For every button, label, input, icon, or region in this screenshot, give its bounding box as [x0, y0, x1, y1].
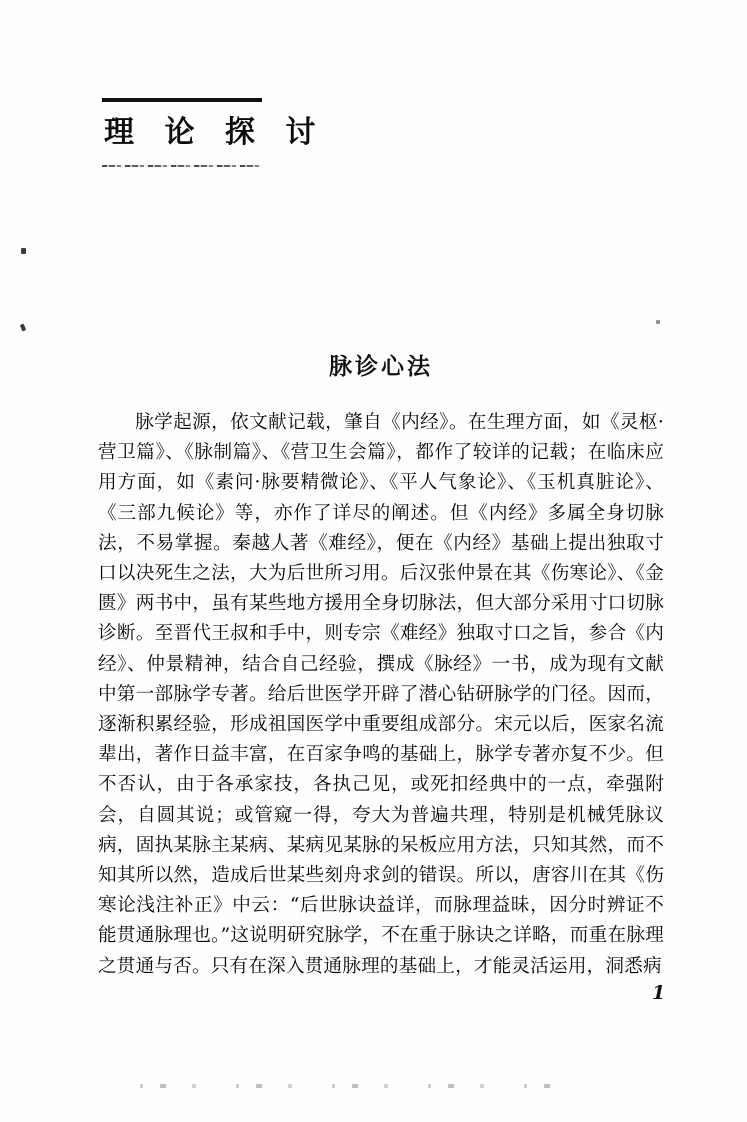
scan-dust-speck-left-lower — [20, 323, 27, 331]
article — [98, 352, 664, 982]
section-heading-block — [102, 98, 326, 167]
heading-rule-bottom — [102, 165, 262, 167]
article-title: 脉诊心法 — [329, 353, 433, 380]
article-body-paragraph: 脉学起源，依文献记载，肇自《内经》。在生理方面，如《灵枢·营卫篇》、《脉制篇》、《营卫生会篇》，都作了较详的记载；在临床应用方面，如《素问·脉要精微论》、《平人气象论》、《玉机真脏论》、《三部九候论》等，亦作了详尽的阐述。但《内经》多属全身切脉法，不易掌握。秦越人著《难经》，便在《内经》基础上提出独取寸口以决死生之法，大为后世所习用。后汉张仲景在其《伤寒论》、《金匮》两书中，虽有某些地方援用全身切脉法，但大部分采用寸口切脉诊断。至晋代王叔和手中，则专宗《难经》独取寸口之旨，参合《内经》、仲景精神，结合自己经验，撰成《脉经》一书，成为现有文献中第一部脉学专著。给后世医学开辟了潜心钻研脉学的门径。因而，逐渐积累经验，形成祖国医学中重要组成部分。宋元以后，医家名流辈出，著作日益丰富，在百家争鸣的基础上，脉学专著亦复不少。但不否认，由于各承家技，各执己见，或死扣经典中的一点，牵强附会，自圆其说；或管窥一得，夸大为普遍共理，特别是机械凭脉议病，固执某脉主某病、某病见某脉的呆板应用方法，只知其然，而不知其所以然，造成后世某些刻舟求剑的错误。所以，唐容川在其《伤寒论浅注补正》中云：“后世脉诀益详，而脉理益昧，因分时辨证不能贯通脉理也。”这说明研究脉学，不在重于脉诀之详略，而重在脉理之贯通与否。只有在深入贯通脉理的基础上，才能灵活运用，洞悉病 — [98, 411, 664, 977]
scan-dust-speck-right — [656, 320, 660, 324]
section-heading-text: 理 论 探 讨 — [104, 115, 326, 150]
scan-edge-noise — [140, 1084, 560, 1088]
page-number: 1 — [652, 982, 666, 1004]
scan-dust-speck-left-upper — [21, 248, 26, 254]
